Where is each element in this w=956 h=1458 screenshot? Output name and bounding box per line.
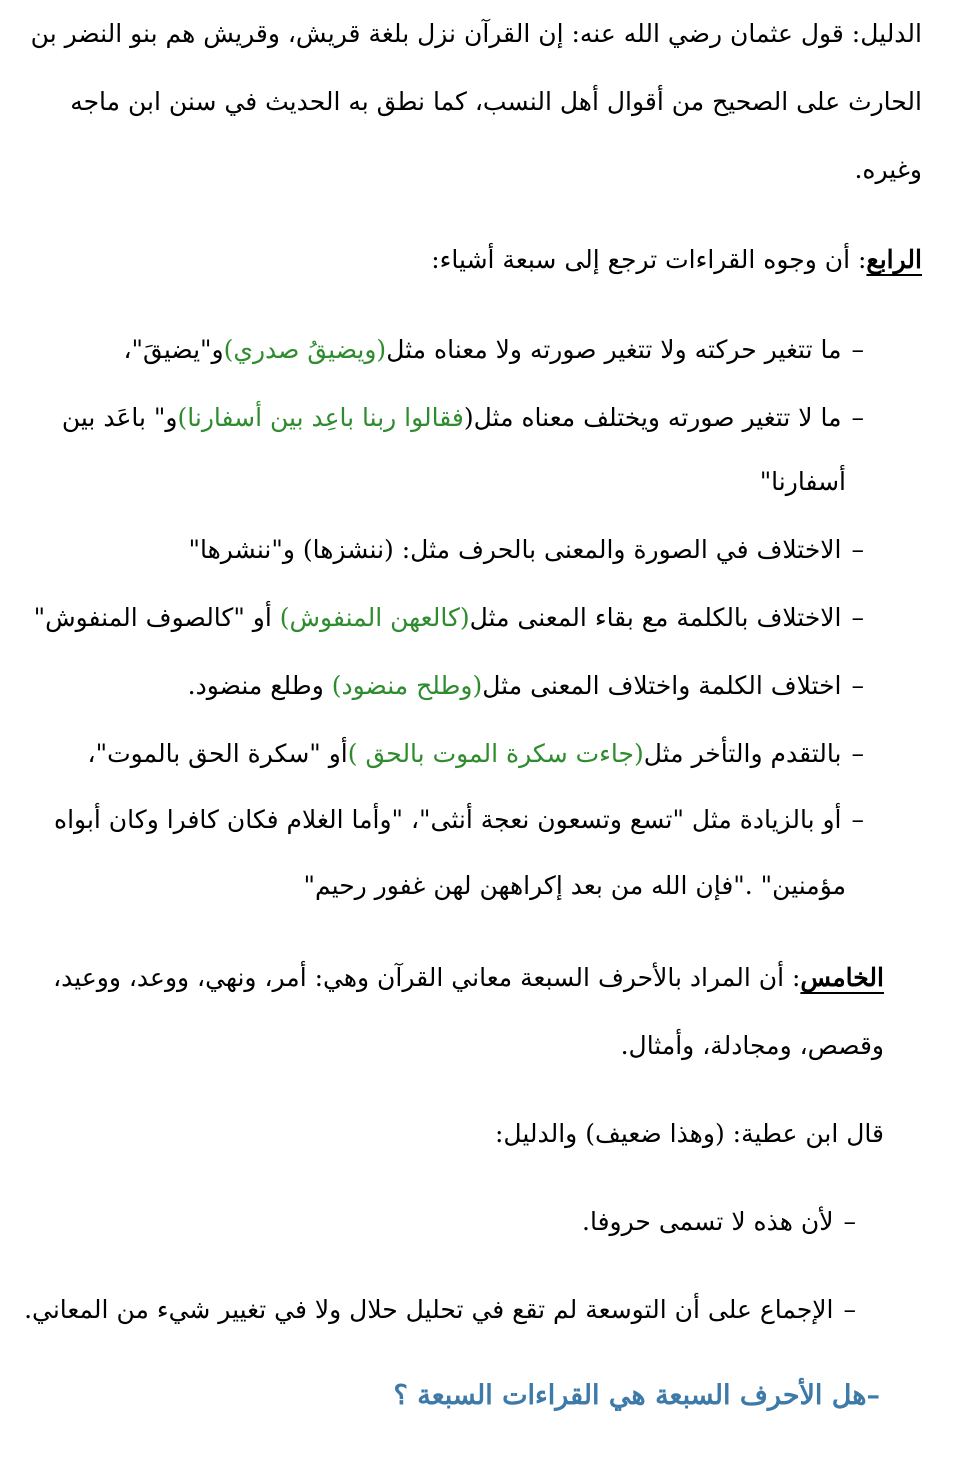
fourth-intro: : أن وجوه القراءات ترجع إلى سبعة أشياء: bbox=[431, 245, 867, 274]
list-item bbox=[123, 330, 864, 370]
bullet-dash: – bbox=[851, 403, 864, 432]
bullet-dash: – bbox=[851, 535, 864, 564]
quran-quote: (كالعهن المنفوش) bbox=[279, 603, 470, 632]
bullet-dash: – bbox=[843, 1295, 856, 1324]
section-question-heading: –هل الأحرف السبعة هي القراءات السبعة ؟ bbox=[393, 1380, 880, 1411]
bullet-dash: – bbox=[851, 739, 864, 768]
list-item bbox=[34, 598, 864, 638]
quran-quote: (جاءت سكرة الموت بالحق ) bbox=[347, 739, 644, 768]
item-text: الإجماع على أن التوسعة لم تقع في تحليل حلال ولا في تغيير شيء من المعاني. bbox=[24, 1295, 834, 1324]
list-item bbox=[188, 666, 864, 706]
list-item bbox=[582, 1202, 856, 1242]
ibn-atiyya-line: قال ابن عطية: (وهذا ضعيف) والدليل: bbox=[494, 1119, 884, 1148]
bullet-dash: – bbox=[851, 671, 864, 700]
item-text-after: و"يضيقَ"، bbox=[123, 335, 224, 364]
list-item-continuation: أسفارنا" bbox=[759, 467, 846, 496]
item-text: أو بالزيادة مثل "تسع وتسعون نعجة أنثى"، "وأما الغلام فكان كافرا وكان أبواه bbox=[54, 805, 842, 834]
list-item bbox=[62, 398, 864, 438]
item-text: بالتقدم والتأخر مثل bbox=[643, 739, 842, 768]
fourth-label: الرابع bbox=[866, 245, 922, 274]
item-text-after: و" باعَد بين bbox=[61, 403, 178, 432]
bullet-dash: – bbox=[851, 805, 864, 834]
item-text: ما لا تتغير صورته ويختلف معناه مثل( bbox=[463, 403, 842, 432]
bullet-dash: – bbox=[843, 1207, 856, 1236]
bullet-dash: – bbox=[851, 603, 864, 632]
item-text: الاختلاف في الصورة والمعنى بالحرف مثل: (ننشزها) و"ننشرها" bbox=[188, 535, 842, 564]
item-text-after: أو "سكرة الحق بالموت"، bbox=[87, 739, 348, 768]
item-text-after: أو "كالصوف المنفوش" bbox=[33, 603, 280, 632]
quran-quote: (ويضيقُ صدري) bbox=[223, 335, 387, 364]
fifth-label: الخامس bbox=[800, 963, 884, 992]
item-text: الاختلاف بالكلمة مع بقاء المعنى مثل bbox=[469, 603, 842, 632]
list-item bbox=[88, 734, 864, 774]
bullet-dash: – bbox=[851, 335, 864, 364]
quran-quote: فقالوا ربنا باعِد بين أسفارنا) bbox=[177, 403, 464, 432]
evidence-line-3: وغيره. bbox=[854, 155, 922, 184]
list-item-continuation: مؤمنين" ."فإن الله من بعد إكراههن لهن غفور رحيم" bbox=[303, 871, 846, 900]
list-item bbox=[188, 530, 864, 570]
quran-quote: (وطلح منضود) bbox=[331, 671, 483, 700]
list-item bbox=[24, 1290, 856, 1330]
item-text: ما تتغير حركته ولا تتغير صورته ولا معناه مثل bbox=[386, 335, 842, 364]
evidence-line-1: الدليل: قول عثمان رضي الله عنه: إن القرآن نزل بلغة قريش، وقريش هم بنو النضر بن bbox=[30, 19, 922, 48]
fifth-heading bbox=[53, 958, 884, 998]
item-text: اختلاف الكلمة واختلاف المعنى مثل bbox=[482, 671, 842, 700]
item-text-after: وطلع منضود. bbox=[187, 671, 332, 700]
list-item bbox=[54, 800, 864, 840]
evidence-line-2: الحارث على الصحيح من أقوال أهل النسب، كما نطق به الحديث في سنن ابن ماجه bbox=[70, 87, 922, 116]
item-text: لأن هذه لا تسمى حروفا. bbox=[582, 1207, 834, 1236]
fourth-heading bbox=[431, 240, 922, 280]
fifth-line-2: وقصص، ومجادلة، وأمثال. bbox=[620, 1031, 884, 1060]
fifth-line-1: : أن المراد بالأحرف السبعة معاني القرآن وهي: أمر، ونهي، ووعد، ووعيد، bbox=[53, 963, 801, 992]
